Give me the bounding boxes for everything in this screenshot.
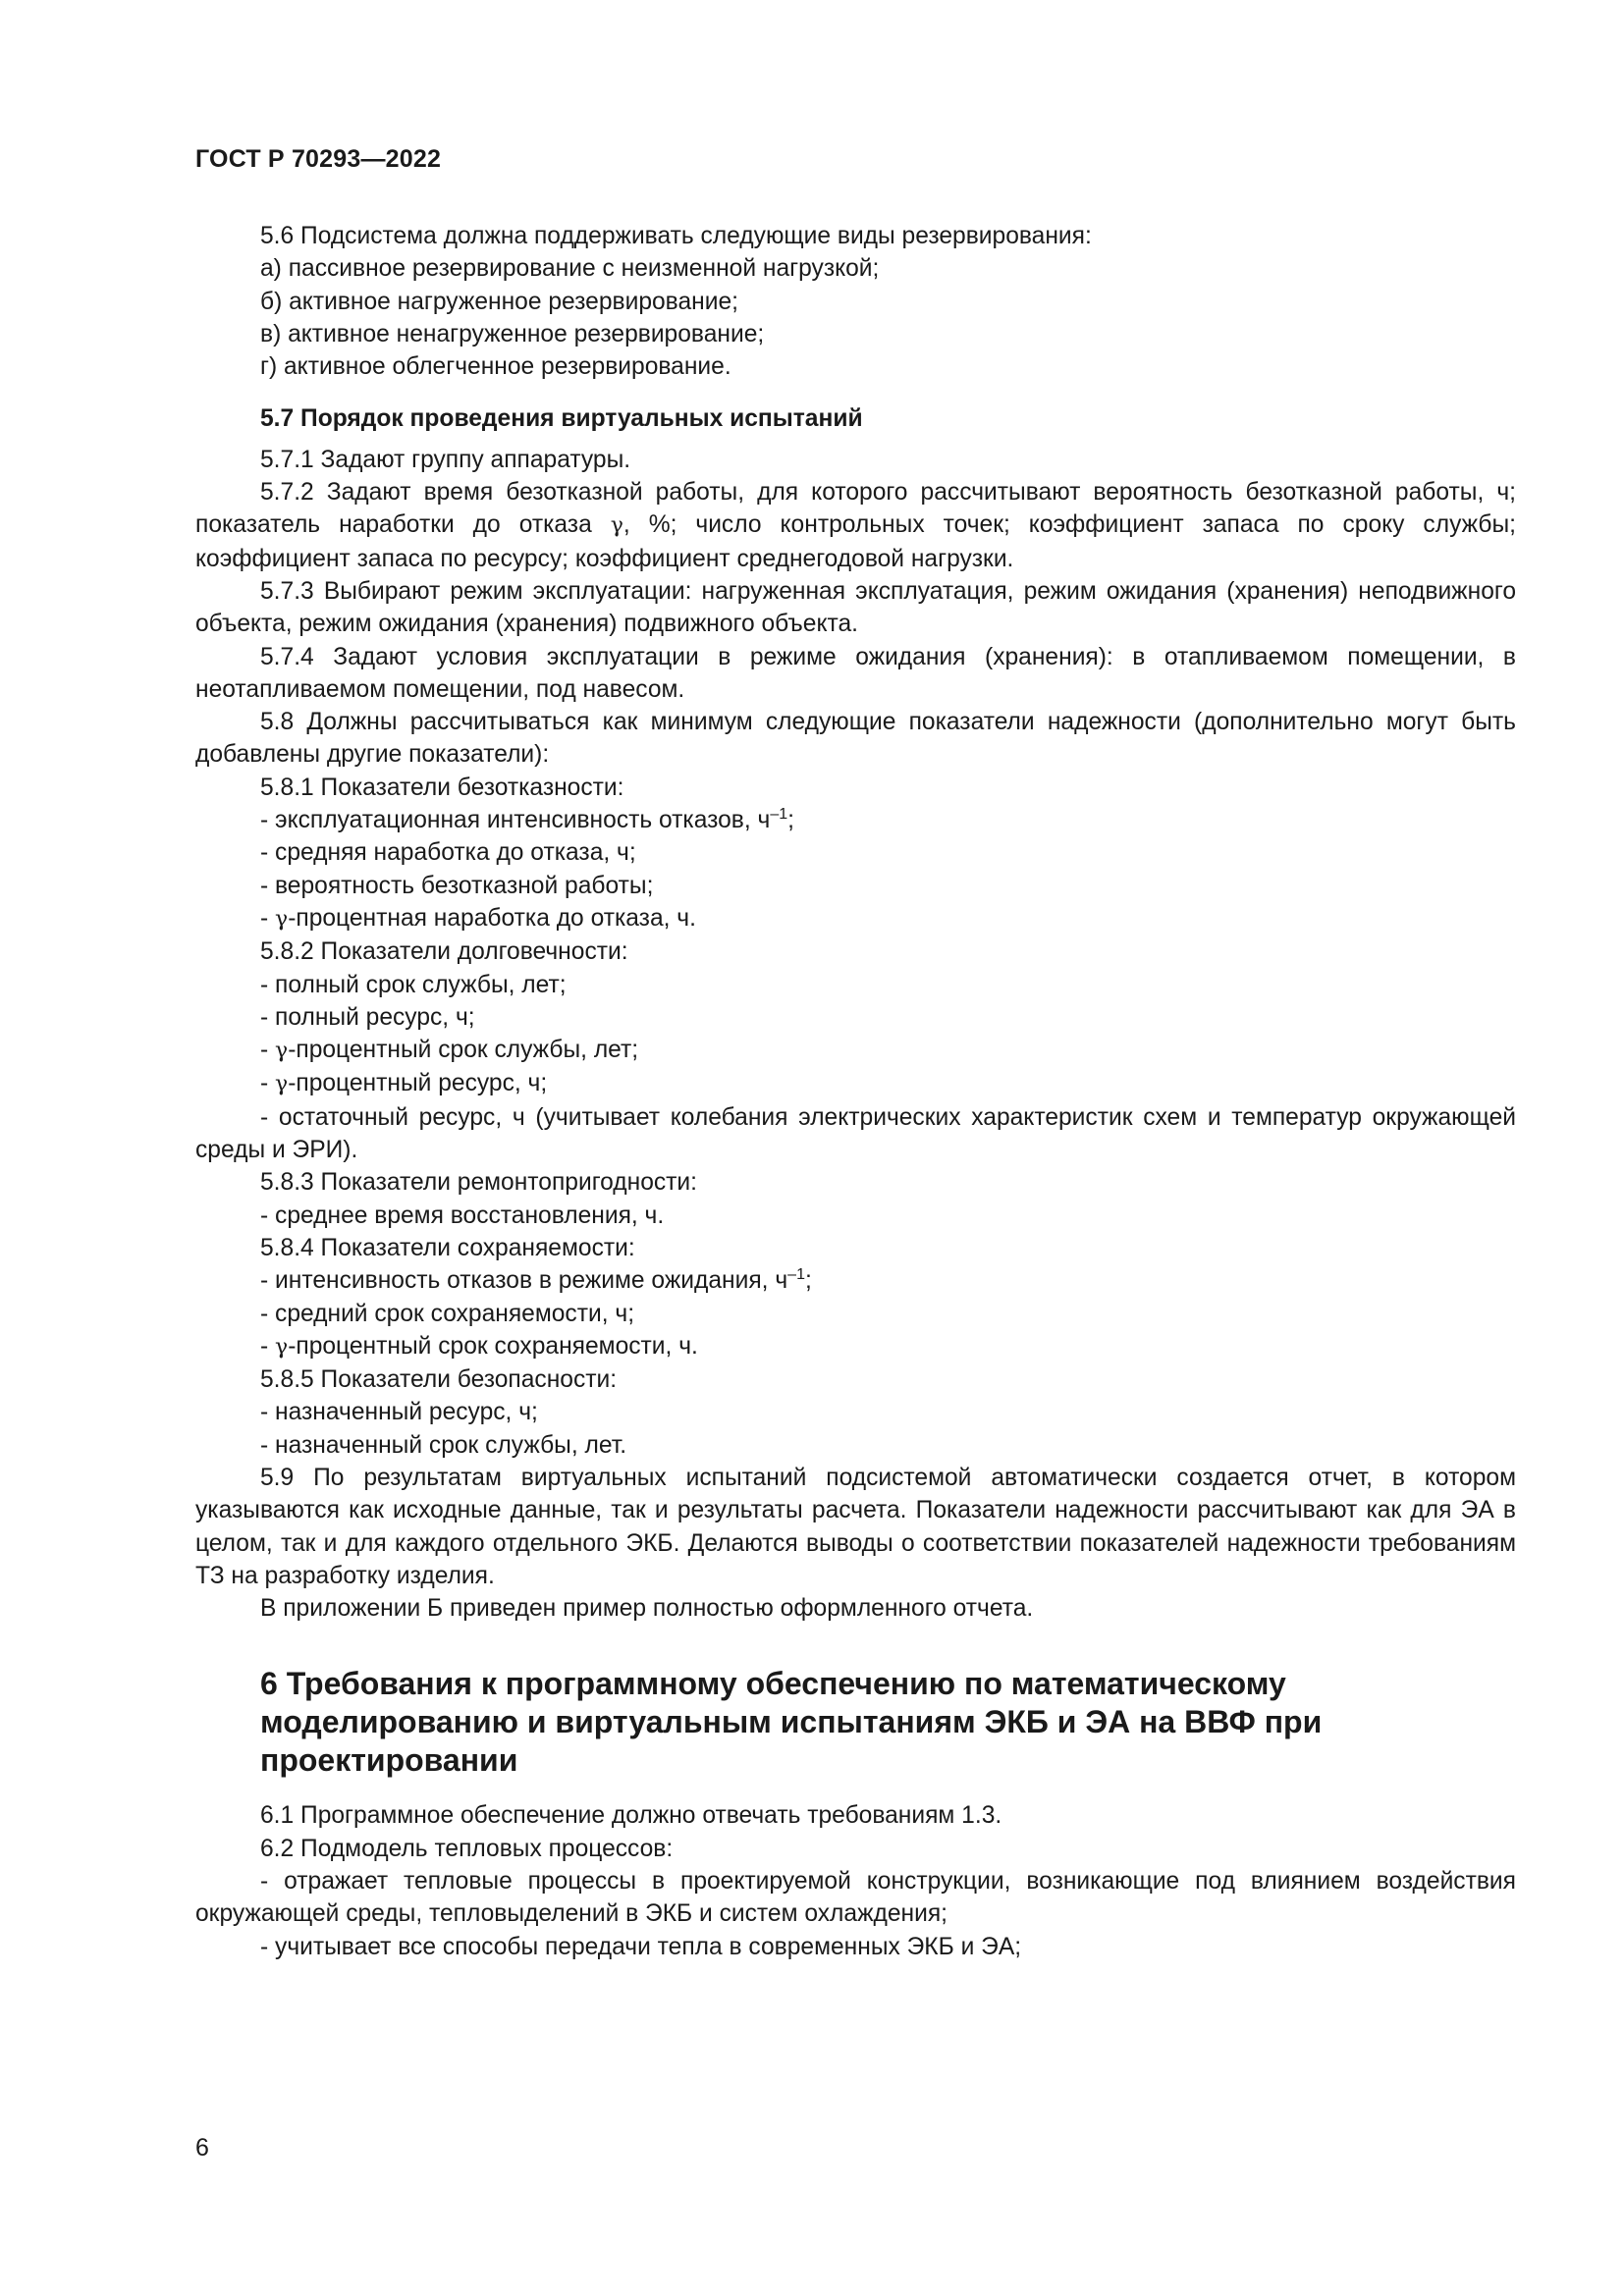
page-content <box>195 220 1516 1963</box>
s5-7-2-text-b: , %; число контрольных точек; коэффициент запаса по сроку службы; коэффициент запаса по ресурсу; коэффициент среднегодовой нагрузки. <box>195 511 1516 572</box>
s5-8-5-item-1: - назначенный ресурс, ч; <box>260 1399 538 1426</box>
s5-8-4-heading: 5.8.4 Показатели сохраняемости: <box>260 1234 635 1261</box>
s5-7-3: 5.7.3 Выбирают режим эксплуатации: нагруженная эксплуатация, режим ожидания (хранения) неподвижного объекта, режим ожидания (хранения) подвижного объекта. <box>195 577 1516 638</box>
gamma-symbol: γ <box>275 1039 289 1064</box>
s5-6-intro: 5.6 Подсистема должна поддерживать следующие виды резервирования: <box>260 223 1092 249</box>
s5-8-1-item-1-text: - эксплуатационная интенсивность отказов, ч <box>260 807 771 834</box>
document-header: ГОСТ Р 70293—2022 <box>195 145 442 173</box>
s5-8-2-item-4 <box>195 1067 1516 1100</box>
gamma-symbol: γ <box>275 1334 289 1360</box>
gamma-symbol: γ <box>275 906 289 932</box>
superscript-minus-one: –1 <box>787 1266 805 1284</box>
dash: - <box>260 1070 276 1097</box>
s5-8-1-item-2: - средняя наработка до отказа, ч; <box>260 839 636 867</box>
s5-6-item-a: а) пассивное резервирование с неизменной нагрузкой; <box>260 255 880 283</box>
s5-8-2-item-1: - полный срок службы, лет; <box>260 971 567 998</box>
s5-8-4-item-3 <box>195 1330 1516 1363</box>
dash: - <box>260 1332 276 1360</box>
s5-7-1: 5.7.1 Задают группу аппаратуры. <box>260 446 631 473</box>
s5-8-1-item-3: - вероятность безотказной работы; <box>260 872 654 899</box>
s5-8-1-item-4-text: -процентная наработка до отказа, ч. <box>288 904 696 932</box>
s5-8-2-item-3 <box>195 1034 1516 1067</box>
s5-8-1-heading: 5.8.1 Показатели безотказности: <box>260 774 624 801</box>
s5-8-2-heading: 5.8.2 Показатели долговечности: <box>260 938 628 966</box>
s5-8-2-item-5: - остаточный ресурс, ч (учитывает колебания электрических характеристик схем и температур окружающей среды и ЭРИ). <box>195 1103 1516 1164</box>
s5-6-item-g: г) активное облегченное резервирование. <box>260 353 731 381</box>
superscript-minus-one: –1 <box>770 805 788 823</box>
gamma-symbol: γ <box>275 1072 289 1097</box>
s5-6-item-b: б) активное нагруженное резервирование; <box>260 288 738 315</box>
s5-8-3-heading: 5.8.3 Показатели ремонтопригодности: <box>260 1169 698 1197</box>
s5-8-2-item-4-text: -процентный ресурс, ч; <box>288 1070 548 1097</box>
s5-8-2-item-3-text: -процентный срок службы, лет; <box>288 1037 639 1064</box>
gamma-symbol: γ <box>610 513 623 539</box>
s5-8-3-item-1: - среднее время восстановления, ч. <box>260 1201 665 1229</box>
semicolon: ; <box>804 1267 812 1295</box>
s5-8-4-item-3-text: -процентный срок сохраняемости, ч. <box>288 1332 698 1360</box>
dash: - <box>260 904 276 932</box>
s5-8-4-item-1-text: - интенсивность отказов в режиме ожидания, ч <box>260 1267 788 1295</box>
s5-8-4-item-1 <box>195 1264 1516 1297</box>
s5-8-intro: 5.8 Должны рассчитываться как минимум следующие показатели надежности (дополнительно могут быть добавлены другие показатели): <box>195 709 1516 769</box>
s5-7-2-text-a: 5.7.2 Задают время безотказной работы, для которого рассчитывают вероятность безотказной работы, ч; показатель наработки до отказа <box>195 479 1516 539</box>
page-number: 6 <box>195 2134 209 2162</box>
appendix-note: В приложении Б приведен пример полностью оформленного отчета. <box>260 1595 1034 1623</box>
s5-9-paragraph: 5.9 По результатам виртуальных испытаний подсистемой автоматически создается отчет, в котором указываются как исходные данные, так и результаты расчета. Показатели надежности рассчитывают как для ЭА в целом, так и для каждого отдельного ЭКБ. Делаются выводы о соответствии показателей надежности требованиям ТЗ на разработку изделия. <box>195 1464 1516 1589</box>
section-6-title: 6 Требования к программному обеспечению по математическому моделированию и виртуальным испытаниям ЭКБ и ЭА на ВВФ при проектировании <box>260 1666 1323 1779</box>
s5-7-title: 5.7 Порядок проведения виртуальных испытаний <box>260 405 863 433</box>
s5-8-4-item-2: - средний срок сохраняемости, ч; <box>260 1300 635 1327</box>
dash: - <box>260 1037 276 1064</box>
s5-8-2-item-2: - полный ресурс, ч; <box>260 1003 475 1031</box>
s5-8-5-item-2: - назначенный срок службы, лет. <box>260 1431 627 1459</box>
s6-2-item-1: - отражает тепловые процессы в проектируемой конструкции, возникающие под влиянием воздействия окружающей среды, тепловыделений в ЭКБ и систем охлаждения; <box>195 1868 1516 1928</box>
s5-7-4: 5.7.4 Задают условия эксплуатации в режиме ожидания (хранения): в отапливаемом помещении, в неотапливаемом помещении, под навесом. <box>195 643 1516 703</box>
s5-6-item-v: в) активное ненагруженное резервирование; <box>260 320 765 347</box>
s5-8-1-item-1 <box>195 804 1516 836</box>
s6-2-item-2: - учитывает все способы передачи тепла в современных ЭКБ и ЭА; <box>260 1933 1022 1960</box>
s5-7-2 <box>195 476 1516 575</box>
s5-8-5-heading: 5.8.5 Показатели безопасности: <box>260 1366 618 1394</box>
semicolon: ; <box>787 807 794 834</box>
s6-1: 6.1 Программное обеспечение должно отвечать требованиям 1.3. <box>260 1802 1002 1830</box>
s6-2: 6.2 Подмодель тепловых процессов: <box>260 1835 674 1862</box>
s5-8-1-item-4 <box>195 902 1516 935</box>
